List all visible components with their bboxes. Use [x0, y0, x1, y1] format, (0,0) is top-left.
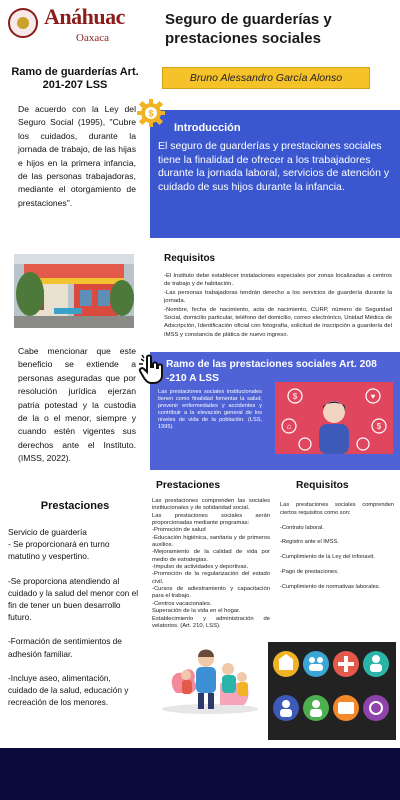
requisito-item: -Cumplimiento de normativas laborales. [280, 584, 381, 591]
gear-money-icon [136, 98, 166, 128]
requisito-item: -Contrato laboral. [280, 524, 324, 531]
requisito-item: Las prestaciones sociales comprenden ciertos requisitos como son: [280, 502, 394, 516]
prestaciones-heading-left: Prestaciones [40, 500, 110, 512]
requisito-line: -El Instituto debe establecer instalaciones especiales por zonas localizadas a centros de trabajo y de habitación. [164, 273, 392, 288]
svg-text:$: $ [148, 108, 154, 119]
requisito-item: -Pago de prestaciones. [280, 569, 339, 576]
cursor-hand-icon [138, 354, 166, 384]
ramo-guarderias-paragraph-2: Cabe mencionar que este beneficio se extiende a personas aseguradas que por resolución jurídica ejerzan patria potestad y la custodia de la o el menor, siempre y cuando estén vigentes sus derechos ante el Instituto. (IMSS, 2022). [18, 346, 136, 464]
svg-text:⌂: ⌂ [286, 422, 292, 431]
university-seal-icon [8, 8, 38, 38]
prestaciones-list-left [8, 526, 142, 720]
svg-text:$: $ [292, 392, 298, 401]
prestaciones-heading-mid: Prestaciones [156, 480, 221, 491]
ramo-guarderias-paragraph-1: De acuerdo con la Ley del Seguro Social (1995), "Cubre los cuidados, durante la jornada de trabajo, de las hijas e hijos en la primera infancia, de las personas trabajadoras, mediante el otorgamiento de prestaciones". [18, 104, 136, 208]
daycare-photo [14, 254, 134, 328]
prestacion-item: -Formación de sentimientos de adhesión familiar. [8, 636, 122, 659]
logo-brand: Anáhuac [44, 4, 125, 29]
ramo-prestaciones-text: Las prestaciones sociales institucionales tienen como finalidad fomentar la salud, prevenir enfermedades y accidentes y contribuir a la elevación general de los niveles de vida de la población. (LSS, 1995). [158, 389, 262, 430]
requisitos-text-1 [164, 272, 392, 339]
ramo-guarderias-heading: Ramo de guarderías Art. 201-207 LSS [11, 66, 139, 91]
svg-text:$: $ [376, 422, 382, 431]
money-illustration [275, 382, 393, 454]
intro-text: El seguro de guarderías y prestaciones sociales tiene la finalidad de ofrecer a los trabajadores durante la jornada laboral, servicios de atención y cuidado de sus hijos durante la infancia. [158, 140, 390, 193]
family-illustration [158, 643, 262, 715]
page-title: Seguro de guarderías y prestaciones sociales [165, 11, 332, 47]
people-services-icon-grid [268, 642, 396, 740]
logo-city: Oaxaca [76, 32, 109, 44]
intro-title: Introducción [174, 122, 241, 134]
requisito-line: -Las personas trabajadoras tendrán derecho a los servicios de guardería durante la jornada. [164, 289, 392, 305]
author-name: Bruno Alessandro García Alonso [189, 72, 343, 84]
requisitos-heading-2: Requisitos [296, 480, 349, 491]
prestacion-item: Servicio de guardería - Se proporcionará en turno matutino y vespertino. [8, 527, 110, 562]
requisitos-heading-1: Requisitos [164, 253, 216, 264]
svg-text:♥: ♥ [370, 392, 376, 401]
prestacion-item: -Se proporciona atendiendo al cuidado y la salud del menor con el fin de tener un buen desarrollo futuro. [8, 575, 139, 623]
requisito-item: -Cumplimiento de la Ley del infonavit. [280, 554, 375, 561]
requisitos-text-2 [280, 502, 394, 599]
ramo-prestaciones-title: Ramo de las prestaciones sociales Art. 208 -210 A LSS [166, 359, 377, 384]
requisito-line: -Nombre, fecha de nacimiento, acta de nacimiento, CURP, número de Seguridad Social, domicilio particular, teléfono del domicilio, correo electrónico, Unidad Médica de Adscripción, Identificación oficial con fotografía, solicitud de inscripción a guardería del IMSS y constancia de plática de nuevo ingreso. [164, 306, 392, 338]
author-bar [162, 67, 370, 89]
anahuac-logo [6, 6, 146, 46]
footer-band [0, 748, 400, 800]
requisito-item: -Registro ante el IMSS. [280, 539, 339, 546]
prestaciones-text-mid: Las prestaciones comprenden las sociales institucionales y de solidaridad social. Las prestaciones sociales serán proporcionadas mediante programas: -Promoción de salud -Educación higiénica, sanitaria y de primeros auxilios. -Mejoramiento de la calidad de vida por medio de estrategias. -Impulso de actividades y deportivas. -Promoción de la regularización del estado civil. -Cursos de adiestramiento y capacitación para el trabajo. -Centros vacacionales. Superación de la vida en el hogar. Establecimiento y administración de velatorios. (Art. 210, LSS). [152, 498, 270, 629]
prestacion-item: -Incluye aseo, alimentación, cuidado de la salud, educación y recreación de los menores. [8, 672, 129, 708]
